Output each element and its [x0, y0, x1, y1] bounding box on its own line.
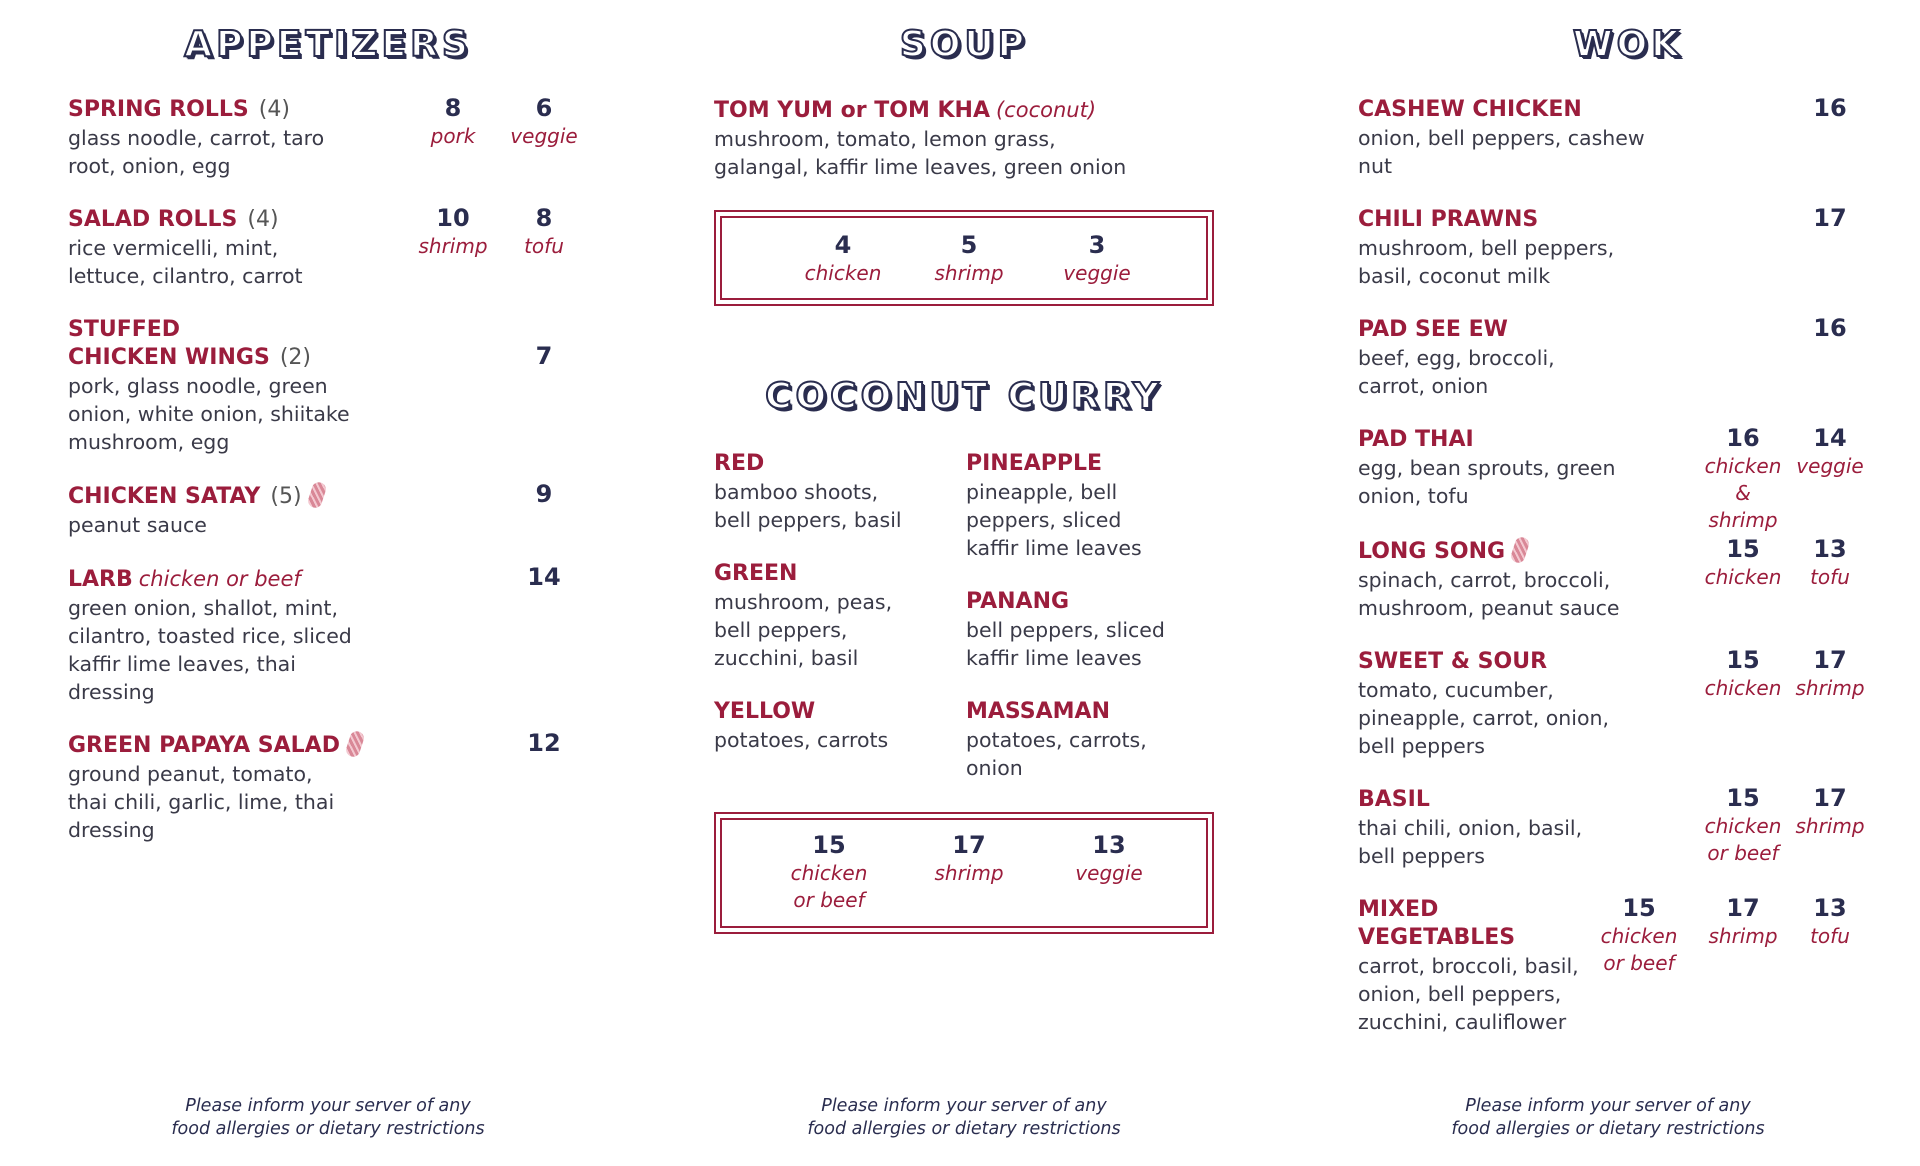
item-name: RED: [714, 451, 765, 476]
item-description: cilantro, toasted rice, sliced: [68, 624, 352, 648]
menu-item-yellow-curry: [714, 698, 954, 754]
menu-item-salad-rolls: [68, 206, 608, 290]
price-shrimp: 17 shrimp: [934, 831, 1004, 885]
menu-item-pad-thai: [1358, 424, 1898, 532]
item-name: SPRING ROLLS: [68, 97, 249, 122]
item-count: (4): [258, 97, 290, 122]
item-name: GREEN: [714, 561, 798, 586]
item-count: (5): [270, 484, 302, 509]
wok-column: [1358, 0, 1878, 1166]
price-shrimp: 5 shrimp: [934, 231, 1004, 285]
price-shrimp: 17 shrimp: [1795, 784, 1865, 838]
item-description: ground peanut, tomato,: [68, 762, 313, 786]
item-name: PANANG: [966, 589, 1070, 614]
item-count: (2): [279, 345, 311, 370]
item-description: zucchini, basil: [714, 646, 859, 670]
item-description: potatoes, carrots: [714, 728, 889, 752]
price-shrimp: 17 shrimp: [1795, 646, 1865, 700]
menu-item-basil: [1358, 786, 1898, 870]
item-description: bell peppers, sliced: [966, 618, 1165, 642]
item-description: bamboo shoots,: [714, 480, 879, 504]
item-description: mushroom, peas,: [714, 590, 893, 614]
item-description: potatoes, carrots,: [966, 728, 1147, 752]
item-description: mushroom, tomato, lemon grass,: [714, 127, 1056, 151]
item-description: onion, tofu: [1358, 484, 1469, 508]
item-description: kaffir lime leaves: [966, 536, 1142, 560]
soup-price-box: [714, 210, 1214, 306]
item-description: bell peppers: [1358, 844, 1485, 868]
menu-item-massaman-curry: [966, 698, 1216, 782]
item-name: PAD THAI: [1358, 427, 1474, 452]
menu-item-mixed-vegetables: [1358, 896, 1898, 1036]
item-name: VEGETABLES: [1358, 925, 1516, 950]
menu-item-stuffed-chicken-wings: [68, 316, 608, 456]
menu-item-green-curry: [714, 560, 954, 672]
price-veggie: 13 veggie: [1075, 831, 1143, 885]
item-description: bell peppers, basil: [714, 508, 902, 532]
item-name: BASIL: [1358, 787, 1430, 812]
price-chicken: 4 chicken: [804, 231, 882, 285]
item-price: 9: [535, 480, 553, 508]
item-description: lettuce, cilantro, carrot: [68, 264, 303, 288]
item-price: 12: [527, 729, 561, 757]
item-name: LONG SONG: [1358, 539, 1506, 564]
item-name: CASHEW CHICKEN: [1358, 97, 1582, 122]
item-description: green onion, shallot, mint,: [68, 596, 338, 620]
item-description: basil, coconut milk: [1358, 264, 1551, 288]
price-veggie: 3 veggie: [1063, 231, 1131, 285]
item-description: thai chili, garlic, lime, thai: [68, 790, 335, 814]
item-description: beef, egg, broccoli,: [1358, 346, 1555, 370]
peanut-icon: [344, 729, 365, 758]
item-description: pork, glass noodle, green: [68, 374, 328, 398]
menu-item-cashew-chicken: [1358, 96, 1898, 180]
item-description: peppers, sliced: [966, 508, 1122, 532]
item-description: carrot, broccoli, basil,: [1358, 954, 1579, 978]
item-name: SWEET & SOUR: [1358, 649, 1548, 674]
price-shrimp: 17 shrimp: [1708, 894, 1778, 948]
peanut-icon: [306, 480, 327, 509]
item-description: onion: [966, 756, 1023, 780]
item-name: YELLOW: [714, 699, 816, 724]
item-note: (coconut): [995, 98, 1097, 122]
price-chicken-or-beef: 15 chicken or beef: [790, 831, 868, 912]
item-name: STUFFED: [68, 317, 181, 342]
price-veggie: 6 veggie: [510, 94, 578, 148]
item-name: LARB: [68, 567, 133, 592]
price-shrimp: 10 shrimp: [418, 204, 488, 258]
item-name: GREEN PAPAYA SALAD: [68, 733, 340, 758]
appetizers-column: [68, 0, 588, 1166]
item-description: mushroom, peanut sauce: [1358, 596, 1620, 620]
item-name: CHICKEN WINGS: [68, 345, 270, 370]
item-description: peanut sauce: [68, 513, 207, 537]
item-description: bell peppers: [1358, 734, 1485, 758]
item-description: kaffir lime leaves: [966, 646, 1142, 670]
item-description: pineapple, carrot, onion,: [1358, 706, 1610, 730]
item-description: thai chili, onion, basil,: [1358, 816, 1583, 840]
item-name: CHILI PRAWNS: [1358, 207, 1539, 232]
item-price: 17: [1813, 204, 1847, 232]
item-count: (4): [247, 207, 279, 232]
price-veggie: 14 veggie: [1796, 424, 1864, 478]
item-description: kaffir lime leaves, thai: [68, 652, 296, 676]
item-name: TOM YUM or TOM KHA: [714, 98, 990, 123]
item-description: spinach, carrot, broccoli,: [1358, 568, 1611, 592]
menu-item-pad-see-ew: [1358, 316, 1898, 400]
item-name: PAD SEE EW: [1358, 317, 1508, 342]
price-chicken-shrimp: 16 chicken & shrimp: [1704, 424, 1782, 532]
item-name: CHICKEN SATAY: [68, 484, 261, 509]
peanut-icon: [1509, 535, 1530, 564]
item-description: onion, white onion, shiitake: [68, 402, 350, 426]
menu-item-sweet-sour: [1358, 648, 1898, 760]
menu-item-red-curry: [714, 450, 954, 534]
curry-price-box: [714, 812, 1214, 934]
item-name: PINEAPPLE: [966, 451, 1103, 476]
item-price: 7: [535, 342, 553, 370]
price-tofu: 13 tofu: [1810, 535, 1850, 589]
soup-title: SOUP: [899, 24, 1029, 65]
item-description: pineapple, bell: [966, 480, 1118, 504]
item-description: onion, bell peppers, cashew: [1358, 126, 1645, 150]
item-name: MASSAMAN: [966, 699, 1110, 724]
item-price: 16: [1813, 314, 1847, 342]
price-chicken-or-beef: 15 chicken or beef: [1600, 894, 1678, 975]
item-description: rice vermicelli, mint,: [68, 236, 279, 260]
allergy-footer: Please inform your server of any food allergies or dietary restrictions: [1451, 1096, 1765, 1139]
item-description: galangal, kaffir lime leaves, green onion: [714, 155, 1127, 179]
item-price: 14: [527, 563, 561, 591]
item-description: mushroom, bell peppers,: [1358, 236, 1615, 260]
item-name: SALAD ROLLS: [68, 207, 238, 232]
item-price: 16: [1813, 94, 1847, 122]
item-description: egg, bean sprouts, green: [1358, 456, 1616, 480]
item-description: mushroom, egg: [68, 430, 230, 454]
allergy-footer: Please inform your server of any food allergies or dietary restrictions: [171, 1096, 485, 1139]
item-note: chicken or beef: [138, 567, 301, 591]
menu-item-long-song: [1358, 537, 1898, 622]
item-description: dressing: [68, 818, 155, 842]
menu-item-pineapple-curry: [966, 450, 1216, 562]
allergy-footer: Please inform your server of any food allergies or dietary restrictions: [807, 1096, 1121, 1139]
menu-item-larb: [68, 565, 608, 706]
price-pork: 8 pork: [430, 94, 476, 148]
item-name: MIXED: [1358, 897, 1439, 922]
soup-curry-column: [714, 0, 1234, 1166]
price-chicken: 15 chicken: [1704, 535, 1782, 589]
item-description: root, onion, egg: [68, 154, 231, 178]
item-description: carrot, onion: [1358, 374, 1489, 398]
menu-item-chili-prawns: [1358, 206, 1898, 290]
item-description: zucchini, cauliflower: [1358, 1010, 1567, 1034]
item-description: nut: [1358, 154, 1393, 178]
price-chicken: 15 chicken: [1704, 646, 1782, 700]
menu-item-panang-curry: [966, 588, 1216, 672]
item-description: dressing: [68, 680, 155, 704]
price-tofu: 8 tofu: [524, 204, 564, 258]
wok-title: WOK: [1572, 24, 1684, 65]
appetizers-title: APPETIZERS: [184, 24, 472, 65]
item-description: bell peppers,: [714, 618, 848, 642]
item-description: glass noodle, carrot, taro: [68, 126, 325, 150]
menu-item-chicken-satay: [68, 482, 608, 539]
menu-item-green-papaya-salad: [68, 731, 608, 844]
price-chicken-or-beef: 15 chicken or beef: [1704, 784, 1782, 865]
menu-item-spring-rolls: [68, 96, 608, 180]
item-description: onion, bell peppers,: [1358, 982, 1562, 1006]
coconut-curry-title: COCONUT CURRY: [765, 376, 1163, 417]
menu-item-tom-yum-tom-kha: [714, 96, 1254, 181]
price-tofu: 13 tofu: [1810, 894, 1850, 948]
item-description: tomato, cucumber,: [1358, 678, 1554, 702]
